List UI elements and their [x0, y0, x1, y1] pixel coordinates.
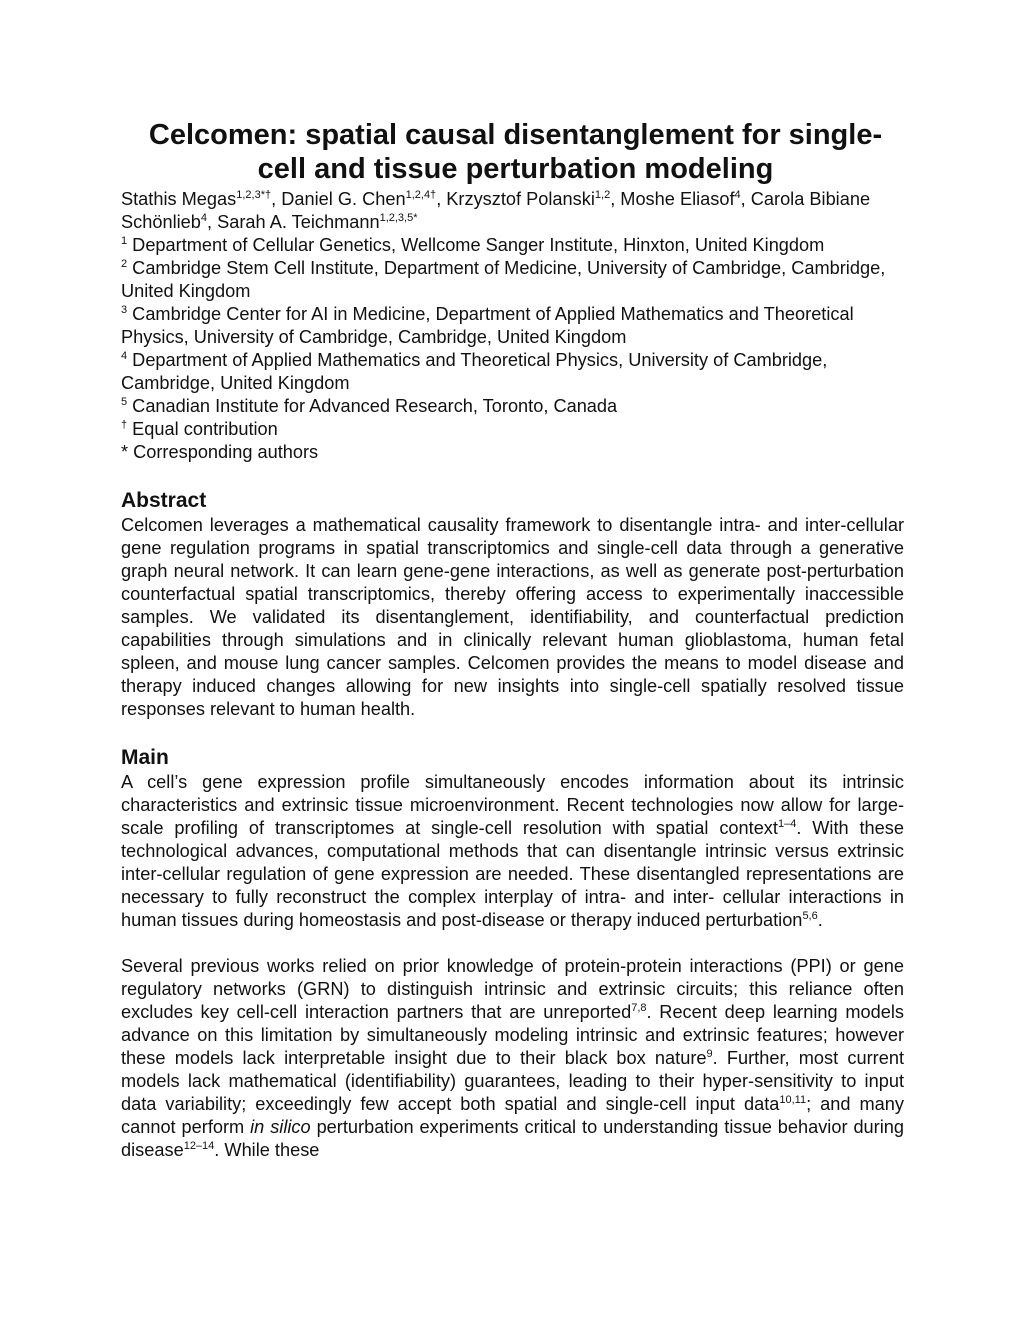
affiliation-text: Department of Cellular Genetics, Wellcome Sanger Institute, Hinxton, United Kingdom: [127, 235, 825, 255]
author-name: Daniel G. Chen: [281, 189, 406, 209]
affiliation-marker: 1: [121, 235, 128, 247]
main-heading: Main: [121, 746, 169, 769]
affiliation-marker: 5: [121, 396, 128, 408]
affiliation-text: Cambridge Center for AI in Medicine, Department of Applied Mathematics and Theoretical Physics, University of Cambridge, Cambridge, United Kingdom: [121, 304, 854, 347]
body-text: . Recent deep learning models advance on this limitation by simultaneously modeling intrinsic and extrinsic features; however these models lack interpretable insight due to their black box nature: [121, 1002, 904, 1068]
author-name: Stathis Megas: [121, 189, 237, 209]
affiliation-text: Equal contribution: [127, 419, 278, 439]
body-text: .: [817, 910, 823, 930]
body-text: . Further, most current models lack mathematical (identifiability) guarantees, leading to their hyper-sensitivity to input data variability; exceedingly few accept both spatial and single-cell input data: [121, 1048, 904, 1114]
author-affiliation-marker: 4: [734, 189, 741, 201]
abstract-heading: Abstract: [121, 489, 207, 512]
author-affiliation-marker: 1,2: [594, 189, 611, 201]
body-text: . While these: [214, 1140, 320, 1160]
affiliation-line: [121, 303, 904, 349]
author-list: Stathis Megas$^{1,2,3*\dagger}$, Daniel G. Chen$^{1,2,4\dagger}$, Krzysztof Polanski$^{1,2}$, Moshe Eliasof$^4$, Carola Bibiane Schönlieb$^4$, Sarah A. Teichmann$^{1,2,3,5*}$: [121, 189, 871, 232]
affiliation-line: [121, 395, 904, 418]
body-text: A cell’s gene expression profile simultaneously encodes information about its intrinsic characteristics and extrinsic tissue microenvironment. Recent technologies now allow for large-scale profiling of transcriptomes at single-cell resolution with spatial context: [121, 772, 904, 838]
body-text: . With these technological advances, computational methods that can disentangle intrinsic versus extrinsic inter-cellular regulation of gene expression are needed. These disentangled representations are necessary to fully reconstruct the complex interplay of intra- and inter- cellular interactions in human tissues during homeostasis and post-disease or therapy induced perturbation: [121, 818, 904, 930]
affiliation-marker: 3: [121, 304, 128, 316]
author-name: Krzysztof Polanski: [446, 189, 595, 209]
author-name: Moshe Eliasof: [620, 189, 735, 209]
affiliation-line: [121, 441, 904, 464]
affiliation-line: [121, 418, 904, 441]
citation-marker: 7,8: [631, 1002, 647, 1014]
affiliation-marker: 4: [121, 350, 128, 362]
paper-title: Celcomen: spatial causal disentanglement for single-cell and tissue perturbation modeling: [148, 119, 883, 185]
affiliation-text: * Corresponding authors: [121, 442, 319, 462]
affiliation-text: Cambridge Stem Cell Institute, Department of Medicine, University of Cambridge, Cambridge, United Kingdom: [121, 258, 886, 301]
affiliation-text: Department of Applied Mathematics and Theoretical Physics, University of Cambridge, Cambridge, United Kingdom: [121, 350, 828, 393]
citation-marker: 9: [706, 1048, 713, 1060]
affiliation-marker: 2: [121, 258, 128, 270]
affiliation-list: [121, 234, 904, 464]
body-text: Several previous works relied on prior knowledge of protein-protein interactions (PPI) or gene regulatory networks (GRN) to distinguish intrinsic and extrinsic circuits; this reliance often excludes key cell-cell interaction partners that are unreported: [121, 956, 904, 1022]
affiliation-line: [121, 349, 904, 395]
main-paragraph-2: [121, 955, 904, 1162]
citation-marker: 12–14: [183, 1140, 215, 1152]
author-name: Sarah A. Teichmann: [217, 212, 380, 232]
body-text: perturbation experiments critical to understanding tissue behavior during disease: [121, 1117, 904, 1160]
affiliation-text: Canadian Institute for Advanced Research, Toronto, Canada: [127, 396, 618, 416]
affiliation-line: [121, 234, 904, 257]
affiliation-marker: †: [121, 419, 128, 431]
author-affiliation-marker: 1,2,3*†: [236, 189, 272, 201]
author-affiliation-marker: 1,2,4†: [405, 189, 437, 201]
affiliation-line: [121, 257, 904, 303]
abstract-text: Celcomen leverages a mathematical causality framework to disentangle intra- and inter-cellular gene regulation programs in spatial transcriptomics and single-cell data through a generative graph neural network. It can learn gene-gene interactions, as well as generate post-perturbation counterfactual spatial transcriptomics, thereby offering access to experimentally inaccessible samples. We validated its disentanglement, identifiability, and counterfactual prediction capabilities through simulations and in clinically relevant human glioblastoma, human fetal spleen, and mouse lung cancer samples. Celcomen provides the means to model disease and therapy induced changes allowing for new insights into single-cell spatially resolved tissue responses relevant to human health.: [121, 515, 904, 719]
citation-marker: 1–4: [777, 818, 797, 830]
citation-marker: 5,6: [802, 910, 818, 922]
italic-text: in silico: [250, 1117, 311, 1137]
paper-page: [121, 118, 904, 1162]
body-text: ; and many cannot perform: [121, 1094, 904, 1137]
author-affiliation-marker: 4: [200, 212, 208, 224]
main-paragraph-1: [121, 771, 904, 932]
author-name: Carola Bibiane Schönlieb: [121, 189, 871, 232]
citation-marker: 10,11: [779, 1094, 807, 1106]
author-affiliation-marker: 1,2,3,5*: [379, 212, 418, 224]
